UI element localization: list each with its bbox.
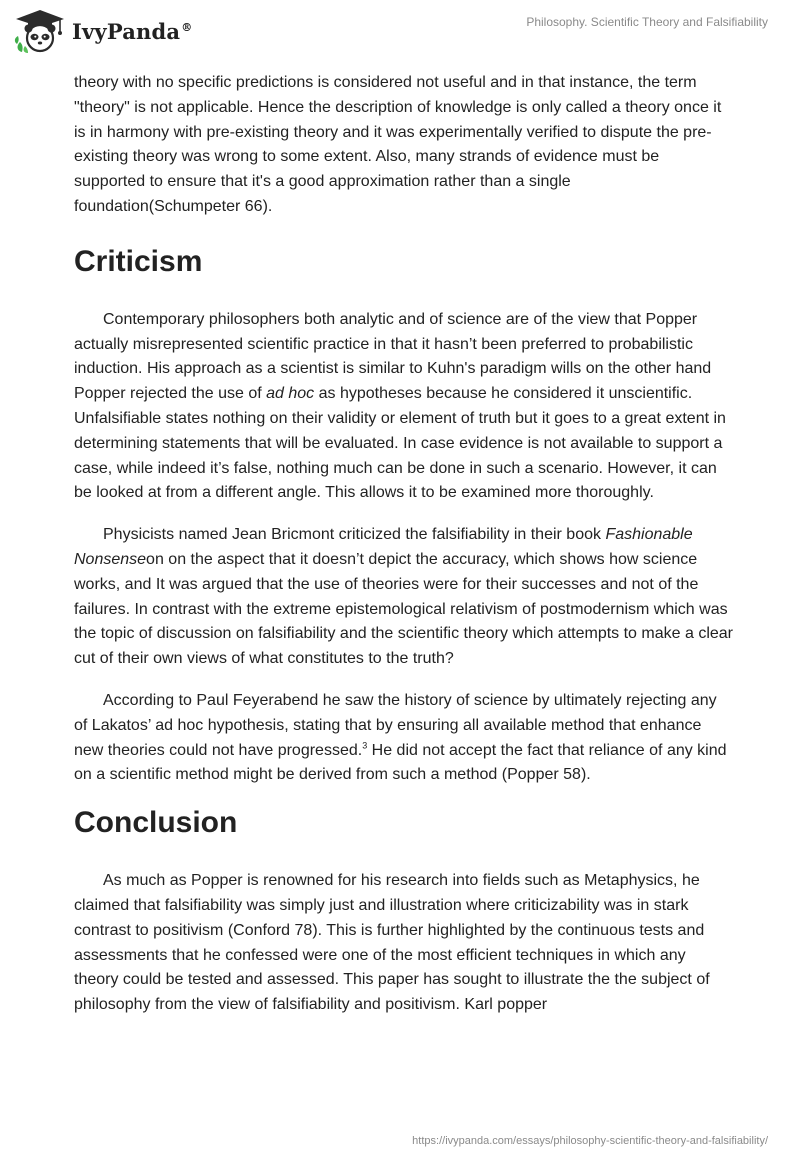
criticism-heading: Criticism — [74, 244, 203, 278]
registered-mark: ® — [181, 20, 193, 34]
footnote-ref[interactable]: 3 — [362, 740, 368, 751]
brand-name: IvyPanda® — [72, 18, 193, 44]
panda-graduate-icon — [14, 8, 66, 54]
criticism-paragraph-2: Physicists named Jean Bricmont criticized the falsifiability in their book Fashionable Nonsenseon on the aspect that it doesn’t depict the accuracy, which shows how science works, and It was argued that the use of theories were for their successes and not of the failures. In contrast with the extreme epistemological relativism of postmodernism which was the topic of discussion on falsifiability and the scientific theory which attempts to make a clear cut of their own views of what constitutes to the truth? — [74, 526, 733, 668]
essay-content — [74, 71, 734, 1018]
criticism-paragraph-1: Contemporary philosophers both analytic and of science are of the view that Popper actually misrepresented scientific practice in that it hasn’t been preferred to probabilistic induction. His approach as a scientist is similar to Kuhn's paradigm wills on the other hand Popper rejected the use of ad hoc as hypotheses because he considered it unscientific. Unfalsifiable states nothing on their validity or element of truth but it goes to a great extent in determining statements that will be evaluated. In case evidence is not available to support a case, while indeed it’s false, nothing much can be done in such a scenario. However, it can be looked at from a different angle. This allows it to be examined more thoroughly. — [74, 310, 726, 502]
source-url-link[interactable]: https://ivypanda.com/essays/philosophy-scientific-theory-and-falsifiability/ — [412, 1135, 768, 1147]
brand-logo[interactable] — [14, 8, 192, 54]
document-title: Philosophy. Scientific Theory and Falsifiability — [526, 15, 768, 29]
page-header — [0, 0, 800, 70]
criticism-paragraph-3: According to Paul Feyerabend he saw the history of science by ultimately rejecting any of Lakatos’ ad hoc hypothesis, stating that by ensuring all available method that enhance new theories could not have progressed.$^3$ He did not accept the fact that reliance of any kind on a scientific method might be derived from such a method (Popper 58). — [74, 691, 727, 784]
conclusion-paragraph-1: As much as Popper is renowned for his research into fields such as Metaphysics, he claimed that falsifiability was simply just and illustration where criticizability was in stark contrast to positivism (Conford 78). This is further highlighted by the continuous tests and assessments that he confessed were one of the most efficient techniques in which any theory could be tested and assessed. This paper has sought to illustrate the the subject of philosophy from the view of falsifiability and positivism. Karl popper — [74, 872, 710, 1014]
conclusion-heading: Conclusion — [74, 806, 238, 840]
intro-paragraph: theory with no specific predictions is considered not useful and in that instance, the term "theory" is not applicable. Hence the description of knowledge is only called a theory once it is in harmony with pre-existing theory and it was experimentally verified to dispute the pre-existing theory was wrong to some extent. Also, many strands of evidence must be supported to ensure that it's a good approximation rather than a single foundation(Schumpeter 66). — [74, 74, 722, 215]
